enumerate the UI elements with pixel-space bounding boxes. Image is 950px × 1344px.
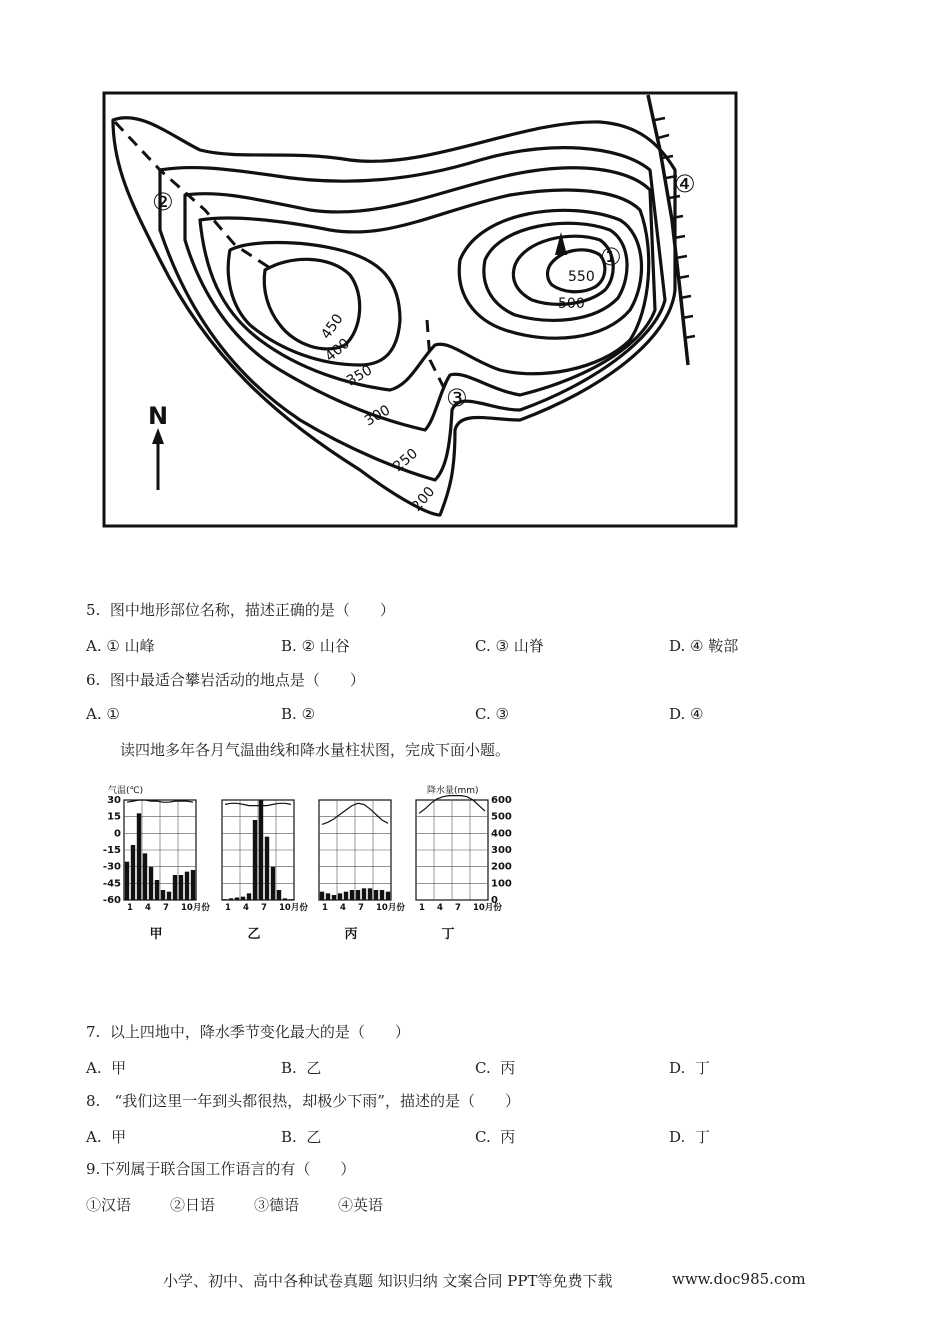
option-d[interactable]: D. 丁: [669, 1128, 710, 1146]
point-marker-1: ①: [600, 243, 622, 271]
footer-text: 小学、初中、高中各种试卷真题 知识归纳 文案合同 PPT等免费下载: [163, 1272, 613, 1290]
point-marker-3: ③: [446, 384, 468, 412]
right-tick-label: 200: [491, 861, 512, 873]
precip-bar: [265, 837, 269, 900]
contour-label: 200: [408, 483, 439, 515]
month-tick-label: 4: [340, 903, 346, 913]
option-a[interactable]: A. ①: [86, 705, 120, 723]
precip-bar: [362, 888, 366, 900]
left-tick-label: 0: [114, 828, 121, 840]
precip-bar: [332, 895, 336, 900]
question-7: 7. 以上四地中，降水季节变化最大的是（ ）: [86, 1023, 410, 1041]
precip-bar: [338, 893, 342, 900]
month-tick-label: 4: [145, 903, 151, 913]
right-tick-label: 600: [491, 795, 512, 806]
precip-bar: [368, 888, 372, 900]
precip-bar: [179, 875, 183, 900]
precip-bar: [289, 899, 293, 900]
left-tick-label: -15: [102, 845, 121, 856]
precip-bar: [191, 870, 195, 900]
precip-bar: [283, 898, 287, 900]
precip-bar: [173, 875, 177, 900]
point-marker-2: ②: [152, 188, 174, 216]
precip-bar: [326, 893, 330, 900]
option-d[interactable]: D. ④: [669, 705, 704, 723]
precip-bar: [350, 890, 354, 900]
precip-bar: [253, 820, 257, 900]
contour-label: 500: [558, 296, 585, 312]
language-item: ④英语: [338, 1196, 384, 1214]
month-tick-label: 1: [127, 903, 133, 913]
left-tick-label: -30: [102, 861, 121, 873]
left-tick-label: 15: [107, 811, 121, 823]
right-tick-label: 0: [491, 895, 498, 906]
panel-name: 甲: [149, 927, 163, 942]
option-b[interactable]: B. 乙: [281, 1059, 322, 1077]
precip-bar: [277, 890, 281, 900]
option-c[interactable]: C. 丙: [475, 1059, 516, 1077]
climate-charts: [100, 780, 520, 950]
precip-bar: [131, 845, 135, 900]
precip-bar: [374, 890, 378, 900]
option-a[interactable]: A. 甲: [86, 1059, 127, 1077]
option-c[interactable]: C. ③: [475, 705, 509, 723]
option-d[interactable]: D. ④ 鞍部: [669, 637, 739, 655]
contour-map: [100, 90, 740, 530]
language-item: ③德语: [254, 1196, 300, 1214]
precip-bar: [320, 892, 324, 900]
month-tick-label: 1: [322, 903, 328, 913]
left-tick-label: -60: [102, 895, 121, 906]
panel-name: 丙: [344, 927, 358, 942]
contour-label: 400: [322, 335, 354, 366]
option-c[interactable]: C. ③ 山脊: [475, 637, 544, 655]
question-8: 8. “我们这里一年到头都很热，却极少下雨”，描述的是（ ）: [86, 1092, 520, 1110]
precip-bar: [259, 800, 263, 900]
month-tick-label: 7: [261, 903, 267, 913]
month-tick-label: 10月份: [279, 903, 308, 913]
option-b[interactable]: B. ②: [281, 705, 316, 723]
precip-bar: [137, 813, 141, 900]
svg-text:N: N: [148, 402, 169, 430]
precip-bar: [344, 892, 348, 900]
option-b[interactable]: B. ② 山谷: [281, 637, 350, 655]
panel-name: 丁: [441, 927, 455, 942]
precip-bar: [271, 867, 275, 900]
option-a[interactable]: A. ① 山峰: [86, 637, 155, 655]
contour-label: 350: [344, 362, 376, 390]
right-axis-title: 降水量(mm): [427, 786, 479, 796]
section-intro: 读四地多年各月气温曲线和降水量柱状图，完成下面小题。: [120, 741, 511, 759]
language-item: ①汉语: [86, 1196, 132, 1214]
contour-label: 550: [568, 269, 595, 285]
option-d[interactable]: D. 丁: [669, 1059, 710, 1077]
precip-bar: [155, 880, 159, 900]
right-tick-label: 300: [491, 845, 512, 856]
footer-url[interactable]: www.doc985.com: [672, 1270, 806, 1288]
right-tick-label: 500: [491, 811, 512, 823]
precip-bar: [235, 898, 239, 901]
option-c[interactable]: C. 丙: [475, 1128, 516, 1146]
precip-bar: [223, 899, 227, 900]
left-tick-label: 30: [107, 795, 121, 806]
month-tick-label: 10月份: [181, 903, 210, 913]
left-axis-title: 气温(℃): [108, 786, 144, 796]
month-tick-label: 10月份: [376, 903, 405, 913]
month-tick-label: 4: [437, 903, 443, 913]
precip-bar: [380, 890, 384, 900]
precip-bar: [241, 897, 245, 900]
precip-bar: [386, 892, 390, 900]
precip-bar: [167, 892, 171, 900]
question-9: 9.下列属于联合国工作语言的有（ ）: [86, 1160, 356, 1178]
panel-name: 乙: [247, 927, 261, 942]
point-marker-4: ④: [674, 170, 696, 198]
precip-bar: [185, 872, 189, 900]
right-tick-label: 100: [491, 878, 512, 890]
language-item: ②日语: [170, 1196, 216, 1214]
month-tick-label: 7: [358, 903, 364, 913]
precip-bar: [143, 853, 147, 900]
contour-label: 250: [390, 445, 422, 476]
contour-label: 300: [362, 402, 394, 430]
question-5: 5. 图中地形部位名称，描述正确的是（ ）: [86, 601, 395, 619]
month-tick-label: 1: [225, 903, 231, 913]
left-tick-label: -45: [102, 878, 121, 890]
precip-bar: [356, 890, 360, 900]
month-tick-label: 7: [455, 903, 461, 913]
right-tick-label: 400: [491, 828, 512, 840]
option-b[interactable]: B. 乙: [281, 1128, 322, 1146]
question-6: 6. 图中最适合攀岩活动的地点是（ ）: [86, 671, 365, 689]
month-tick-label: 10月份: [473, 903, 502, 913]
precip-bar: [149, 867, 153, 900]
contour-label: 450: [318, 311, 347, 343]
precip-bar: [247, 893, 251, 900]
month-tick-label: 1: [419, 903, 425, 913]
precip-bar: [125, 862, 129, 900]
precip-bar: [229, 898, 233, 900]
month-tick-label: 4: [243, 903, 249, 913]
precip-bar: [161, 890, 165, 900]
option-a[interactable]: A. 甲: [86, 1128, 127, 1146]
month-tick-label: 7: [163, 903, 169, 913]
